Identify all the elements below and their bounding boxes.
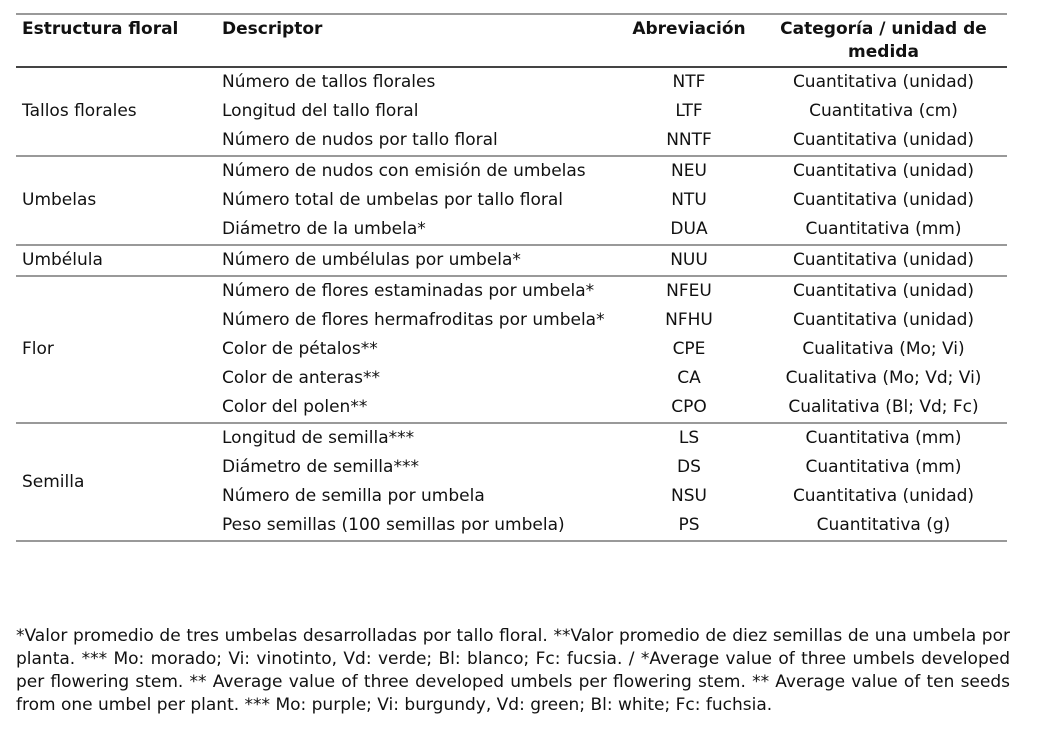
category-cell: Cualitativa (Mo; Vi)	[802, 339, 965, 359]
table-row	[16, 156, 1007, 186]
structure-cell: Flor	[22, 339, 54, 359]
group-tallos-florales	[16, 67, 1007, 156]
group-umbelas	[16, 156, 1007, 245]
abbreviation-cell: PS	[678, 515, 700, 535]
category-cell: Cuantitativa (g)	[816, 515, 951, 535]
group-flor	[16, 276, 1007, 423]
abbreviation-cell: NTF	[672, 72, 706, 92]
table-row	[16, 245, 1007, 276]
table-row	[16, 67, 1007, 97]
descriptor-cell: Número de semilla por umbela	[222, 486, 485, 506]
category-cell: Cuantitativa (mm)	[805, 457, 962, 477]
descriptor-cell: Número de tallos florales	[222, 72, 436, 92]
category-cell: Cuantitativa (cm)	[809, 101, 958, 121]
table-row	[16, 276, 1007, 306]
category-cell: Cuantitativa (unidad)	[792, 250, 975, 270]
header-structure: Estructura floral	[22, 19, 179, 39]
descriptor-cell: Número de umbélulas por umbela*	[222, 250, 521, 270]
descriptor-cell: Número de flores estaminadas por umbela*	[222, 281, 595, 301]
descriptor-cell: Número de flores hermafroditas por umbela*	[222, 310, 605, 330]
descriptor-cell: Diámetro de semilla***	[222, 457, 419, 477]
category-cell: Cuantitativa (unidad)	[792, 72, 975, 92]
abbreviation-cell: NFEU	[666, 281, 712, 301]
structure-cell: Umbelas	[22, 190, 97, 210]
abbreviation-cell: DS	[677, 457, 701, 477]
table-footnote: *Valor promedio de tres umbelas desarrolladas por tallo floral. **Valor promedio de diez semillas de una umbela por planta. *** Mo: morado; Vi: vinotinto, Vd: verde; Bl: blanco; Fc: fucsia. / *Average value of three umbels developed per flowering stem. ** Average value of three developed umbels per flowering stem. ** Average value of ten seeds from one umbel per plant. *** Mo: purple; Vi: burgundy, Vd: green; Bl: white; Fc: fuchsia.	[16, 626, 1010, 715]
category-cell: Cualitativa (Mo; Vd; Vi)	[785, 368, 982, 388]
group-semilla	[16, 423, 1007, 541]
descriptor-cell: Peso semillas (100 semillas por umbela)	[222, 515, 565, 535]
abbreviation-cell: NFHU	[665, 310, 713, 330]
abbreviation-cell: LTF	[675, 101, 703, 121]
header-row	[16, 14, 1007, 67]
group-umbélula	[16, 245, 1007, 276]
abbreviation-cell: LS	[678, 428, 700, 448]
abbreviation-cell: DUA	[670, 219, 708, 239]
abbreviation-cell: CPE	[672, 339, 706, 359]
descriptor-cell: Número total de umbelas por tallo floral	[222, 190, 564, 210]
category-cell: Cuantitativa (mm)	[805, 219, 962, 239]
descriptor-cell: Color de anteras**	[222, 368, 381, 388]
descriptor-cell: Color de pétalos**	[222, 339, 378, 359]
category-cell: Cuantitativa (mm)	[805, 428, 962, 448]
category-cell: Cuantitativa (unidad)	[792, 486, 975, 506]
descriptor-cell: Número de nudos por tallo floral	[222, 130, 498, 150]
abbreviation-cell: NNTF	[666, 130, 712, 150]
table-row	[16, 423, 1007, 453]
structure-cell: Semilla	[22, 471, 85, 492]
structure-cell: Umbélula	[22, 250, 103, 270]
category-cell: Cuantitativa (unidad)	[792, 281, 975, 301]
descriptor-table	[16, 13, 1007, 542]
descriptor-cell: Diámetro de la umbela*	[222, 219, 426, 239]
descriptor-cell: Longitud del tallo floral	[222, 101, 419, 121]
descriptor-cell: Longitud de semilla***	[222, 428, 415, 448]
descriptor-cell: Color del polen**	[222, 397, 368, 417]
abbreviation-cell: CPO	[671, 397, 707, 417]
abbreviation-cell: NSU	[671, 486, 707, 506]
structure-cell: Tallos florales	[22, 101, 137, 121]
category-cell: Cualitativa (Bl; Vd; Fc)	[788, 397, 979, 417]
abbreviation-cell: CA	[677, 368, 701, 388]
category-cell: Cuantitativa (unidad)	[792, 310, 975, 330]
descriptor-cell: Número de nudos con emisión de umbelas	[222, 161, 586, 181]
abbreviation-cell: NUU	[670, 250, 708, 270]
abbreviation-cell: NEU	[671, 161, 707, 181]
category-cell: Cuantitativa (unidad)	[792, 161, 975, 181]
abbreviation-cell: NTU	[671, 190, 707, 210]
header-abbreviation: Abreviación	[632, 19, 746, 39]
header-category: Categoría / unidad de medida	[780, 19, 987, 62]
header-descriptor: Descriptor	[222, 19, 323, 39]
category-cell: Cuantitativa (unidad)	[792, 130, 975, 150]
category-cell: Cuantitativa (unidad)	[792, 190, 975, 210]
